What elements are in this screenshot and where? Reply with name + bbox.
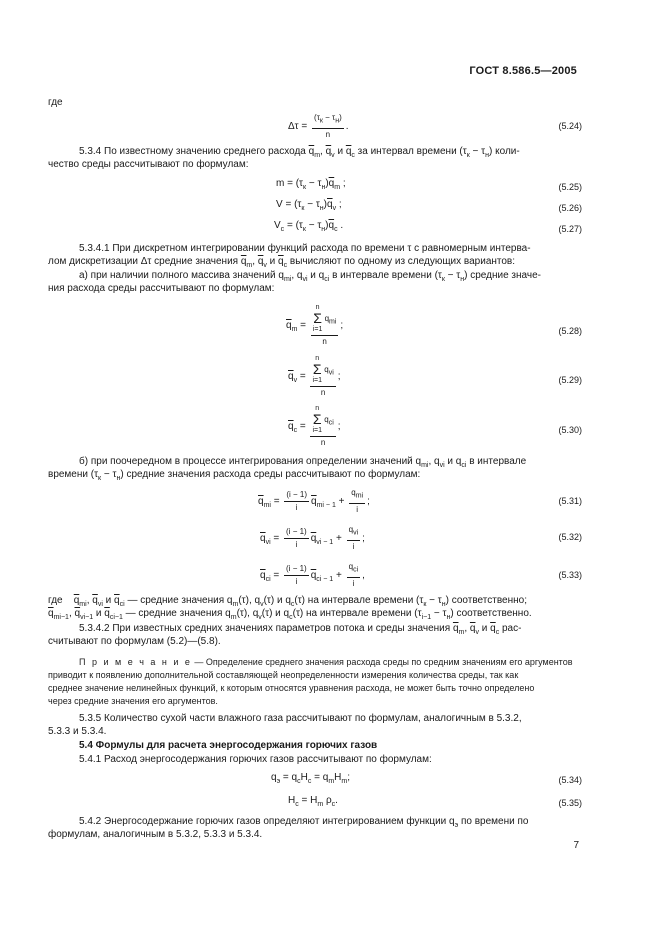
paragraph-5-4-2-cont: формулам, аналогичным в 5.3.2, 5.3.3 и 5.3.4. <box>48 829 263 840</box>
item-b: б) при поочередном в процессе интегрирования определении значений $q_{mi}$, $q_{vi}$ и $q_{ci}$ в интервале <box>79 456 527 469</box>
where-label: где <box>48 97 63 108</box>
paragraph-5-3-4-cont: чество среды рассчитывают по формулам: <box>48 159 249 170</box>
paragraph-5-3-5: 5.3.5 Количество сухой части влажного газа рассчитывают по формулам, аналогичным в 5.3.2, <box>79 713 522 724</box>
paragraph-5-3-4-2: 5.3.4.2 При известных средних значениях параметров потока и среды значения $\overline{q}_m$, $\overline{q}_v$ и $\overline{q}_c$ рас- <box>79 623 522 636</box>
equation-5-31: $\overline{q}_{mi}$ = $\frac{(i - 1)}{i}$ $\overline{q}_{mi - 1}$ + $\frac{q_{mi}}{i}$ ; <box>258 488 370 514</box>
item-b-cont: времени $(\tau_к - \tau_н)$ средние значения расхода среды рассчитывают по формулам: <box>48 469 421 482</box>
paragraph-5-3-4-1: 5.3.4.1 При дискретном интегрировании функций расхода по времени τ с равномерным интерва- <box>79 243 531 254</box>
equation-5-29: $\overline{q}_v$ = n Σ i=1 $q_{vi}$ n ; <box>288 355 341 397</box>
equation-5-28: $\overline{q}_m$ = n Σ i=1 $q_{mi}$ n ; <box>286 304 344 346</box>
equation-number: (5.29) <box>558 375 582 385</box>
equation-number: (5.26) <box>558 203 582 213</box>
equation-number: (5.24) <box>558 121 582 131</box>
paragraph-5-3-4-2-cont: считывают по формулам (5.2)—(5.8). <box>48 636 221 647</box>
paragraph-5-4-2: 5.4.2 Энергосодержание горючих газов определяют интегрированием функции $q_э$ по времени по <box>79 816 529 829</box>
equation-5-34: $q_э = q_cH_c = q_mH_m$; <box>271 772 351 785</box>
definition-line-2: $\overline{q}_{mi-1}$, $\overline{q}_{vi-1}$ и $\overline{q}_{ci-1}$ — средние значения $q_m(\tau)$, $q_v(\tau)$ и $q_c(\tau)$ на интервале времени $(\tau_{i-1} - \tau_н)$ соответственно. <box>48 608 532 621</box>
note-line-4: через средние значения его аргументов. <box>48 696 218 706</box>
section-heading-5-4: 5.4 Формулы для расчета энергосодержания горючих газов <box>79 740 378 751</box>
definition-line-1: где $\overline{q}_{mi}$, $\overline{q}_{vi}$ и $\overline{q}_{ci}$ — средние значения $q_m(\tau)$, $q_v(\tau)$ и $q_c(\tau)$ на интервале времени $(\tau_к - \tau_н)$ соответственно; <box>48 595 527 608</box>
document-header: ГОСТ 8.586.5—2005 <box>469 65 577 77</box>
equation-5-32: $\overline{q}_{vi}$ = $\frac{(i - 1)}{i}$ $\overline{q}_{vi - 1}$ + $\frac{q_{vi}}{i}$ ; <box>260 525 365 551</box>
equation-5-25: $m = (\tau_к - \tau_н)\overline{q}_m$ ; <box>276 178 346 191</box>
equation-5-24: Δτ = $\frac{(\tau_к - \tau_н)}{n}$ . <box>288 113 349 139</box>
equation-5-30: $\overline{q}_c$ = n Σ i=1 $q_{ci}$ n ; <box>288 405 341 447</box>
note-line-2: приводит к появлению дополнительной составляющей неопределенности измерения количества среды, так как <box>48 670 519 680</box>
note-line-1: П р и м е ч а н и е — Определение среднего значения расхода среды по средним значениям его аргументов <box>79 657 573 667</box>
equation-number: (5.25) <box>558 182 582 192</box>
item-a-cont: ния расхода среды рассчитывают по формулам: <box>48 283 275 294</box>
paragraph-5-4-1: 5.4.1 Расход энергосодержания горючих газов рассчитывают по формулам: <box>79 754 432 765</box>
equation-5-35: $H_c = H_m$ $\rho_c$. <box>288 795 338 808</box>
paragraph-5-3-4-1-cont: лом дискретизации Δτ средние значения $\overline{q}_m$, $\overline{q}_v$ и $\overline{q}_c$ вычисляют по одному из следующих вариантов: <box>48 256 516 269</box>
equation-5-33: $\overline{q}_{ci}$ = $\frac{(i - 1)}{i}$ $\overline{q}_{ci - 1}$ + $\frac{q_{ci}}{i}$ , <box>260 562 365 588</box>
paragraph-5-3-5-cont: 5.3.3 и 5.3.4. <box>48 726 107 737</box>
equation-number: (5.32) <box>558 532 582 542</box>
equation-number: (5.28) <box>558 326 582 336</box>
equation-5-27: $V_c = (\tau_к - \tau_н)\overline{q}_c$ . <box>274 220 344 233</box>
equation-number: (5.35) <box>558 798 582 808</box>
page-number: 7 <box>573 840 579 851</box>
note-line-3: среднее значение нелинейных функций, к которым относятся уравнения расхода, не может быть точно определено <box>48 683 535 693</box>
equation-number: (5.30) <box>558 425 582 435</box>
equation-5-26: $V = (\tau_к - \tau_н)\overline{q}_v$ ; <box>276 199 342 212</box>
paragraph-5-3-4: 5.3.4 По известному значению среднего расхода $\overline{q}_m$, $\overline{q}_v$ и $\overline{q}_c$ за интервал времени $(\tau_к - \tau_н)$ коли- <box>79 146 520 159</box>
equation-number: (5.27) <box>558 224 582 234</box>
item-a: а) при наличии полного массива значений $q_{mi}$, $q_{vi}$ и $q_{ci}$ в интервале времени $(\tau_к - \tau_н)$ средние значе- <box>79 270 541 283</box>
equation-number: (5.31) <box>558 496 582 506</box>
equation-number: (5.34) <box>558 775 582 785</box>
equation-number: (5.33) <box>558 570 582 580</box>
